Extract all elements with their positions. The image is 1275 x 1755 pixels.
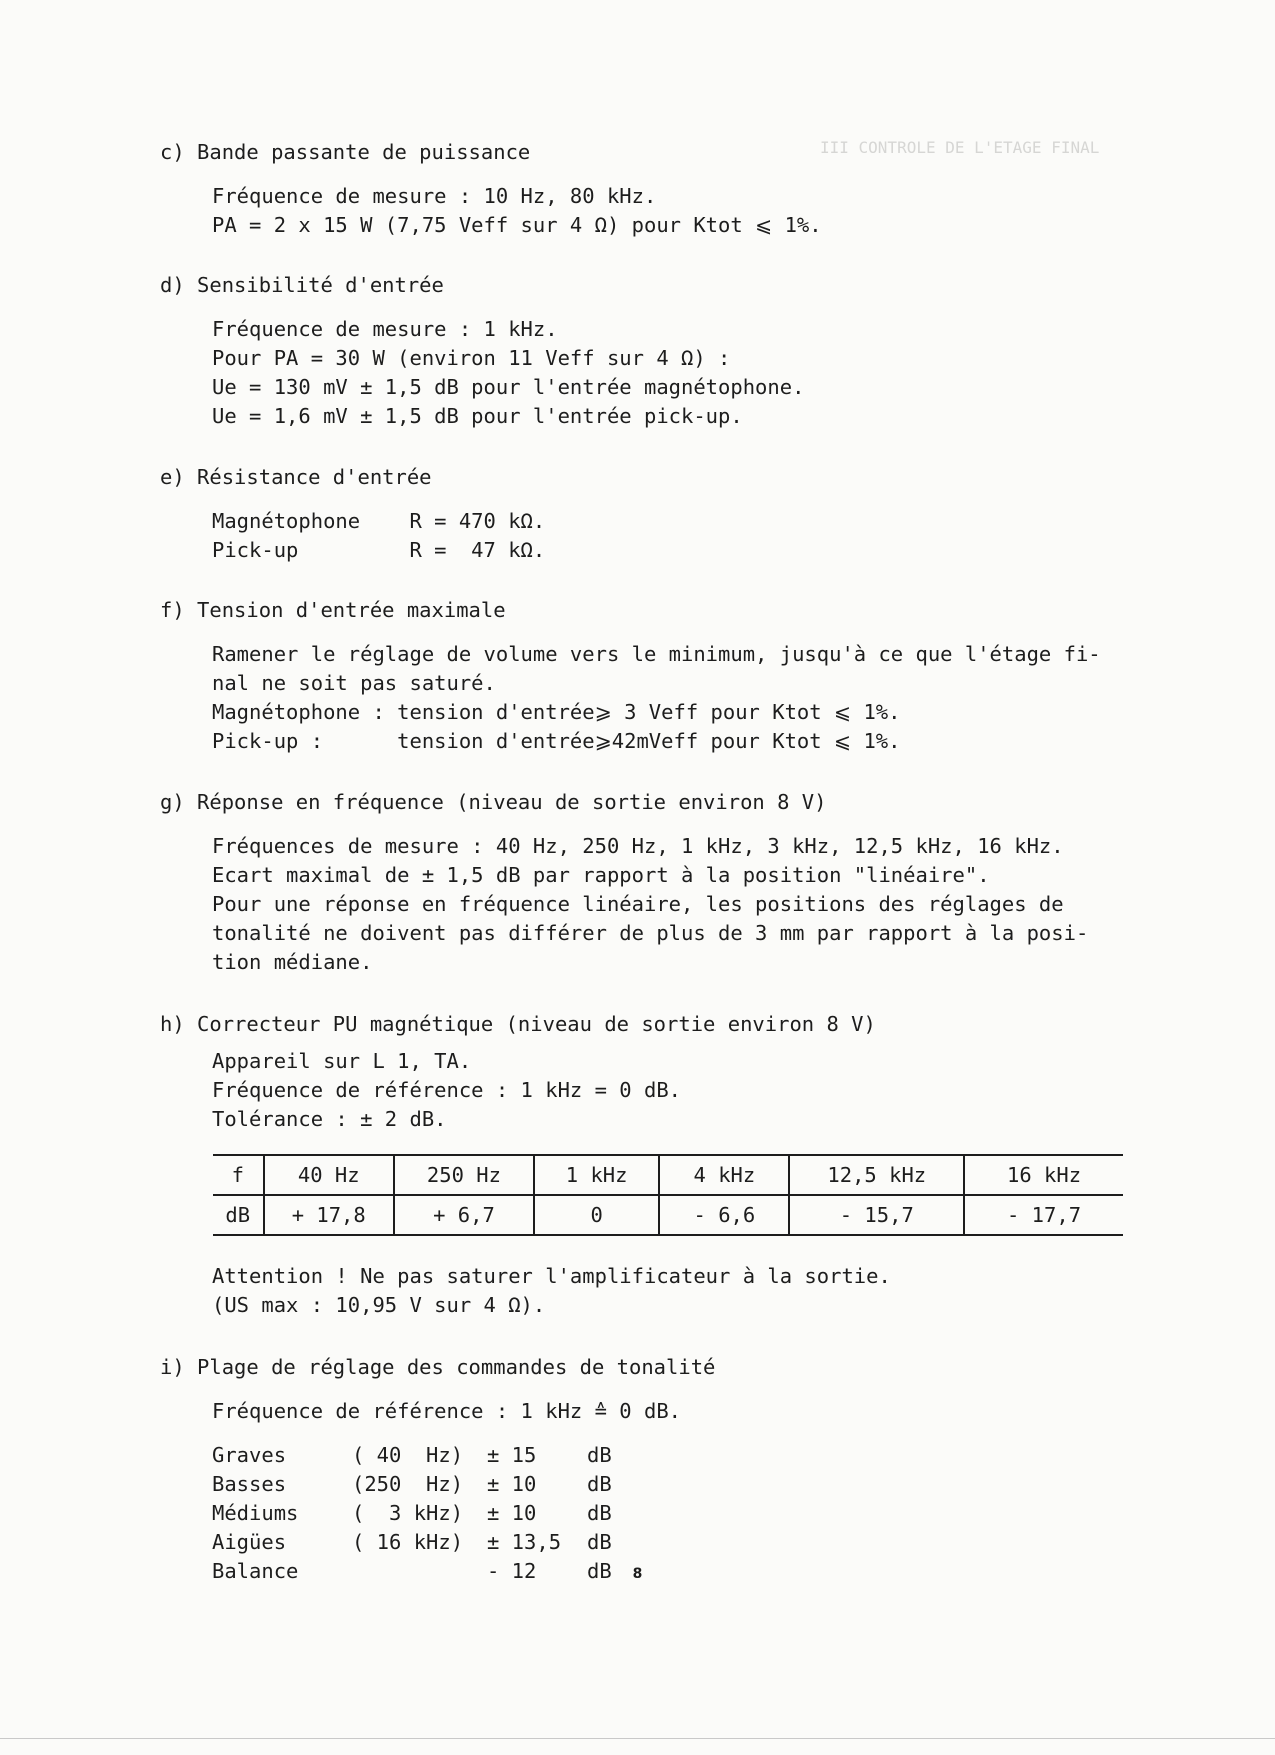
section-g	[160, 788, 1210, 977]
tone-frequency: (250 Hz)	[352, 1472, 464, 1496]
tone-unit: dB	[587, 1501, 612, 1525]
table-cell: dB	[213, 1195, 264, 1235]
table-cell: 16 kHz	[964, 1155, 1123, 1195]
section-c-power: PA = 2 x 15 W (7,75 Veff sur 4 Ω) pour Ktot ⩽ 1%.	[212, 213, 822, 237]
section-h-line1: Appareil sur L 1, TA.	[212, 1049, 472, 1073]
section-e-heading: e) Résistance d'entrée	[160, 465, 432, 489]
tone-unit: dB	[587, 1530, 612, 1554]
section-c-heading: c) Bande passante de puissance	[160, 140, 531, 164]
section-f-line2: nal ne soit pas saturé.	[212, 671, 496, 695]
section-d-power: Pour PA = 30 W (environ 11 Veff sur 4 Ω) :	[212, 346, 731, 370]
section-h-attention	[160, 1262, 1210, 1320]
attention-line: Attention ! Ne pas saturer l'amplificateur à la sortie.	[212, 1264, 891, 1288]
tone-name: Médiums	[212, 1501, 299, 1525]
section-i-heading: i) Plage de réglage des commandes de tonalité	[160, 1355, 716, 1379]
table-cell: - 17,7	[964, 1195, 1123, 1235]
tone-range-row	[212, 1441, 1210, 1470]
table-cell: 12,5 kHz	[789, 1155, 964, 1195]
tone-name: Aigües	[212, 1530, 287, 1554]
section-g-line2: Ecart maximal de ± 1,5 dB par rapport à la position "linéaire".	[212, 863, 990, 887]
table-cell: + 6,7	[394, 1195, 534, 1235]
table-cell: 0	[534, 1195, 659, 1235]
table-cell: + 17,8	[264, 1195, 394, 1235]
section-i	[160, 1353, 1210, 1586]
bleed-through-text: III CONTROLE DE L'ETAGE FINAL	[820, 138, 1100, 157]
section-i-reference: Fréquence de référence : 1 kHz ≙ 0 dB.	[212, 1399, 681, 1423]
section-g-line1: Fréquences de mesure : 40 Hz, 250 Hz, 1 kHz, 3 kHz, 12,5 kHz, 16 kHz.	[212, 834, 1064, 858]
tone-value: ± 10	[487, 1472, 537, 1496]
section-f-line3: Magnétophone : tension d'entrée⩾ 3 Veff pour Ktot ⩽ 1%.	[212, 700, 901, 724]
page-number: 8	[632, 1566, 643, 1582]
tone-frequency: ( 40 Hz)	[352, 1443, 464, 1467]
table-cell: - 15,7	[789, 1195, 964, 1235]
tone-value: ± 10	[487, 1501, 537, 1525]
section-d-frequency: Fréquence de mesure : 1 kHz.	[212, 317, 558, 341]
table-cell: 1 kHz	[534, 1155, 659, 1195]
section-e-pickup: Pick-up R = 47 kΩ.	[212, 538, 546, 562]
us-max-line: (US max : 10,95 V sur 4 Ω).	[212, 1293, 546, 1317]
table-row-frequency	[213, 1155, 1123, 1195]
section-g-heading: g) Réponse en fréquence (niveau de sortie environ 8 V)	[160, 790, 827, 814]
section-g-line3: Pour une réponse en fréquence linéaire, les positions des réglages de	[212, 892, 1064, 916]
section-h	[160, 1010, 1210, 1134]
section-f-heading: f) Tension d'entrée maximale	[160, 598, 506, 622]
section-h-line3: Tolérance : ± 2 dB.	[212, 1107, 447, 1131]
tone-frequency: ( 3 kHz)	[352, 1501, 464, 1525]
tone-range-row	[212, 1499, 1210, 1528]
tone-unit: dB	[587, 1443, 612, 1467]
section-c	[160, 138, 1210, 240]
tone-value: ± 13,5	[487, 1530, 562, 1554]
tone-name: Balance	[212, 1559, 299, 1583]
section-g-line5: tion médiane.	[212, 950, 373, 974]
table-cell: 4 kHz	[659, 1155, 789, 1195]
tone-unit: dB	[587, 1472, 612, 1496]
section-d	[160, 271, 1210, 431]
section-f-line1: Ramener le réglage de volume vers le minimum, jusqu'à ce que l'étage fi-	[212, 642, 1101, 666]
section-f-line4: Pick-up : tension d'entrée⩾42mVeff pour Ktot ⩽ 1%.	[212, 729, 901, 753]
section-e-tape: Magnétophone R = 470 kΩ.	[212, 509, 546, 533]
tone-range-row	[212, 1528, 1210, 1557]
section-f	[160, 596, 1210, 756]
table-cell: - 6,6	[659, 1195, 789, 1235]
tone-value: ± 15	[487, 1443, 537, 1467]
tone-frequency: ( 16 kHz)	[352, 1530, 464, 1554]
table-cell: f	[213, 1155, 264, 1195]
section-h-line2: Fréquence de référence : 1 kHz = 0 dB.	[212, 1078, 681, 1102]
section-d-ue-tape: Ue = 130 mV ± 1,5 dB pour l'entrée magnétophone.	[212, 375, 805, 399]
tone-name: Basses	[212, 1472, 287, 1496]
section-e	[160, 463, 1210, 565]
tone-value: - 12	[487, 1559, 537, 1583]
section-c-frequency: Fréquence de mesure : 10 Hz, 80 kHz.	[212, 184, 657, 208]
section-h-heading: h) Correcteur PU magnétique (niveau de sortie environ 8 V)	[160, 1012, 876, 1036]
table-cell: 250 Hz	[394, 1155, 534, 1195]
tone-unit: dB	[587, 1559, 612, 1583]
tone-range-row	[212, 1470, 1210, 1499]
pu-correction-table	[213, 1154, 1123, 1236]
table-row-db	[213, 1195, 1123, 1235]
scan-edge-divider	[0, 1738, 1275, 1739]
tone-name: Graves	[212, 1443, 287, 1467]
section-d-ue-pickup: Ue = 1,6 mV ± 1,5 dB pour l'entrée pick-up.	[212, 404, 743, 428]
table-cell: 40 Hz	[264, 1155, 394, 1195]
section-g-line4: tonalité ne doivent pas différer de plus de 3 mm par rapport à la posi-	[212, 921, 1089, 945]
section-d-heading: d) Sensibilité d'entrée	[160, 273, 444, 297]
